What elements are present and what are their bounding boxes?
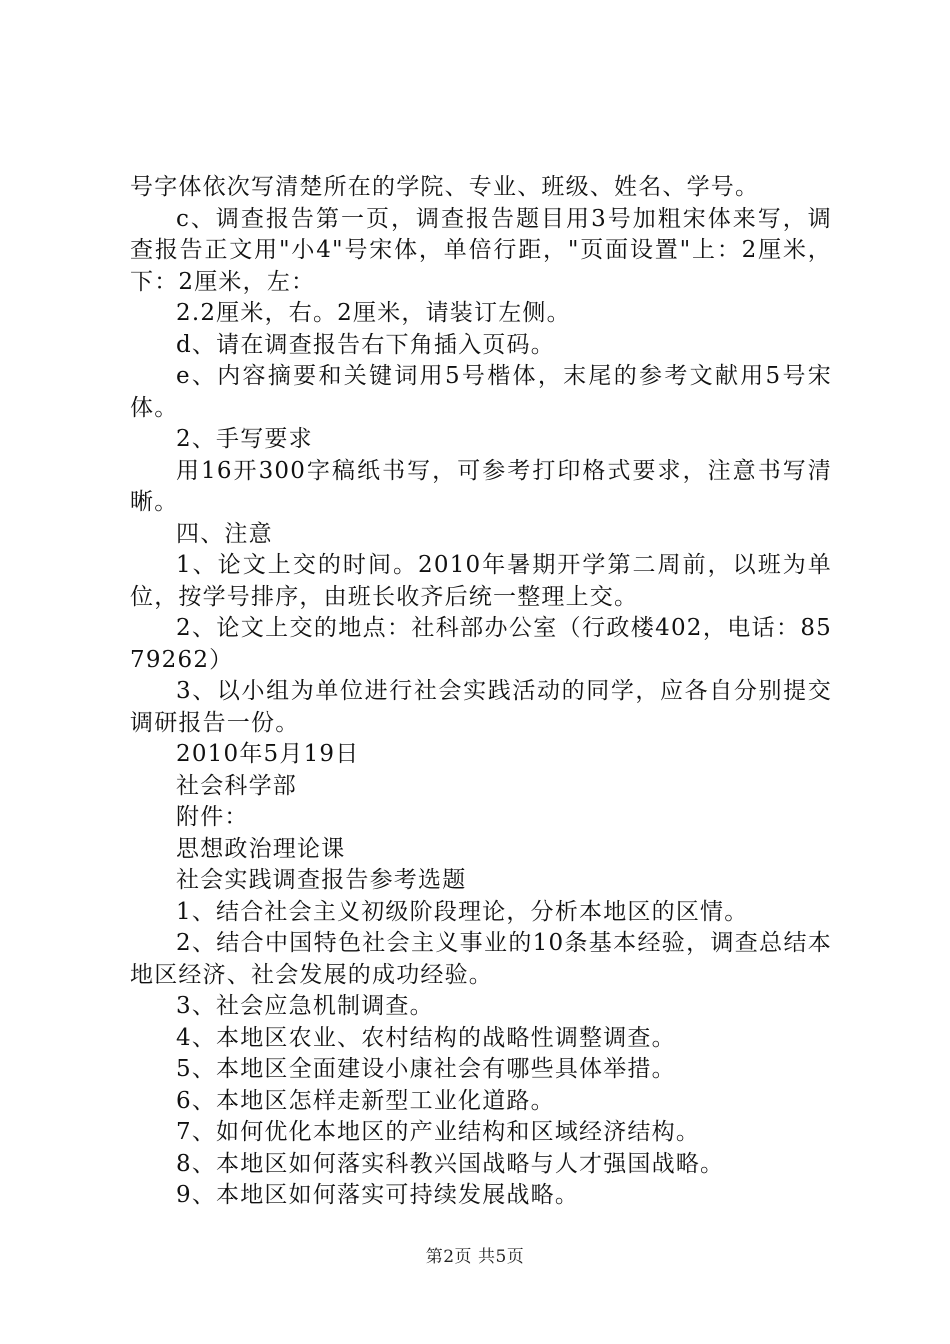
list-item: 5、本地区全面建设小康社会有哪些具体举措。 — [176, 1056, 676, 1082]
paragraph: 2.2厘米，右。2厘米，请装订左侧。 — [176, 300, 571, 326]
list-item: 6、本地区怎样走新型工业化道路。 — [176, 1087, 555, 1114]
list-item: 3、社会应急机制调查。 — [176, 993, 434, 1019]
attachment-title: 思想政治理论课 — [176, 835, 346, 862]
paragraph: 2、论文上交的地点：社科部办公室（行政楼402，电话：8579262） — [130, 615, 832, 673]
paragraph: d、请在调查报告右下角插入页码。 — [176, 331, 555, 358]
list-item: 2、结合中国特色社会主义事业的10条基本经验，调查总结本地区经济、社会发展的成功经验。 — [130, 930, 832, 988]
paragraph: 号字体依次写清楚所在的学院、专业、班级、姓名、学号。 — [130, 174, 760, 200]
paragraph: c、调查报告第一页，调查报告题目用3号加粗宋体来写，调查报告正文用"小4"号宋体，单倍行距，"页面设置"上：2厘米，下：2厘米，左： — [130, 205, 832, 295]
date-line: 2010年5月19日 — [176, 741, 360, 767]
attachment-subtitle: 社会实践调查报告参考选题 — [176, 867, 467, 893]
section-heading: 四、注意 — [176, 520, 273, 547]
paragraph: 用16开300字稿纸书写，可参考打印格式要求，注意书写清晰。 — [130, 457, 832, 515]
list-item: 4、本地区农业、农村结构的战略性调整调查。 — [176, 1024, 676, 1051]
list-item: 1、结合社会主义初级阶段理论，分析本地区的区情。 — [176, 898, 749, 925]
attachment-label: 附件： — [176, 804, 249, 830]
list-item: 9、本地区如何落实可持续发展战略。 — [176, 1182, 580, 1208]
document-body — [130, 172, 832, 1212]
list-item: 8、本地区如何落实科教兴国战略与人才强国战略。 — [176, 1150, 725, 1177]
list-item: 7、如何优化本地区的产业结构和区域经济结构。 — [176, 1119, 701, 1145]
section-heading: 2、手写要求 — [176, 426, 313, 452]
paragraph: e、内容摘要和关键词用5号楷体，末尾的参考文献用5号宋体。 — [130, 363, 832, 421]
paragraph: 3、以小组为单位进行社会实践活动的同学，应各自分别提交调研报告一份。 — [130, 678, 832, 736]
page-number-footer: 第2页 共5页 — [425, 1247, 525, 1267]
paragraph: 1、论文上交的时间。2010年暑期开学第二周前，以班为单位，按学号排序，由班长收齐后统一整理上交。 — [130, 552, 832, 610]
signature-line: 社会科学部 — [176, 772, 297, 799]
